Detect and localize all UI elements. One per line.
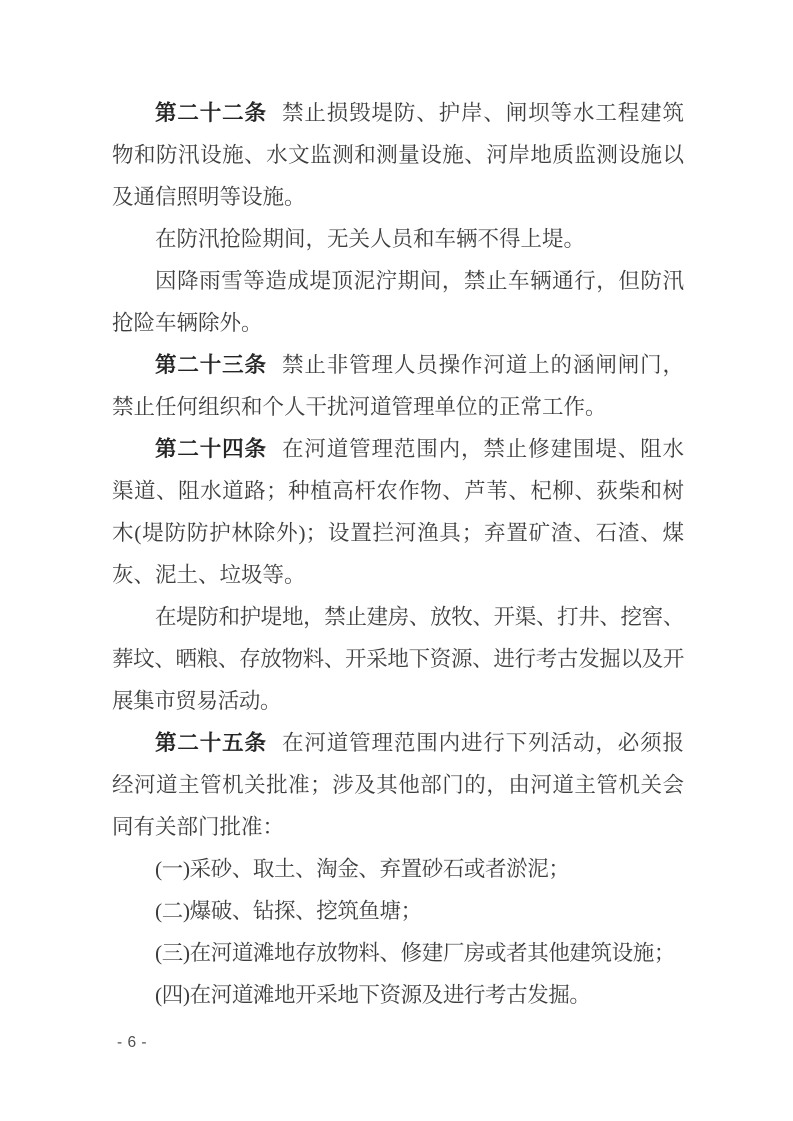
article-paragraph [112, 92, 684, 218]
paragraph-text: 禁止损毁堤防、护岸、闸坝等水工程建筑物和防汛设施、水文监测和测量设施、河岸地质监测设施以及通信照明等设施。 [112, 101, 684, 209]
article-number: 第二十五条 [155, 731, 267, 755]
list-item [112, 932, 684, 974]
paragraph-text: 在防汛抢险期间，无关人员和车辆不得上堤。 [155, 227, 586, 251]
paragraph-text: 禁止非管理人员操作河道上的涵闸闸门，禁止任何组织和个人干扰河道管理单位的正常工作。 [112, 353, 684, 419]
article-paragraph [112, 596, 684, 722]
article-paragraph [112, 428, 684, 596]
paragraph-text: 在河道管理范围内进行下列活动，必须报经河道主管机关批准；涉及其他部门的，由河道主管机关会同有关部门批准： [112, 731, 684, 839]
article-paragraph [112, 260, 684, 344]
article-number: 第二十四条 [155, 437, 267, 461]
document-body [112, 92, 684, 1016]
list-item [112, 848, 684, 890]
article-number: 第二十三条 [155, 353, 267, 377]
paragraph-text: (三)在河道滩地存放物料、修建厂房或者其他建筑设施； [155, 941, 675, 965]
article-number: 第二十二条 [155, 101, 267, 125]
list-item [112, 974, 684, 1016]
paragraph-text: 在河道管理范围内，禁止修建围堤、阻水渠道、阻水道路；种植高杆农作物、芦苇、杞柳、荻柴和树木(堤防防护林除外)；设置拦河渔具；弃置矿渣、石渣、煤灰、泥土、垃圾等。 [112, 437, 684, 587]
article-paragraph [112, 344, 684, 428]
paragraph-text: (二)爆破、钻探、挖筑鱼塘； [155, 899, 422, 923]
paragraph-text: (一)采砂、取土、淘金、弃置砂石或者淤泥； [155, 857, 570, 881]
paragraph-text: 因降雨雪等造成堤顶泥泞期间，禁止车辆通行，但防汛抢险车辆除外。 [112, 269, 684, 335]
paragraph-text: (四)在河道滩地开采地下资源及进行考古发掘。 [155, 983, 591, 1007]
page-number: - 6 - [117, 1034, 148, 1051]
article-paragraph [112, 722, 684, 848]
list-item [112, 890, 684, 932]
article-paragraph [112, 218, 684, 260]
paragraph-text: 在堤防和护堤地，禁止建房、放牧、开渠、打井、挖窖、葬坟、晒粮、存放物料、开采地下资源、进行考古发掘以及开展集市贸易活动。 [112, 605, 684, 713]
